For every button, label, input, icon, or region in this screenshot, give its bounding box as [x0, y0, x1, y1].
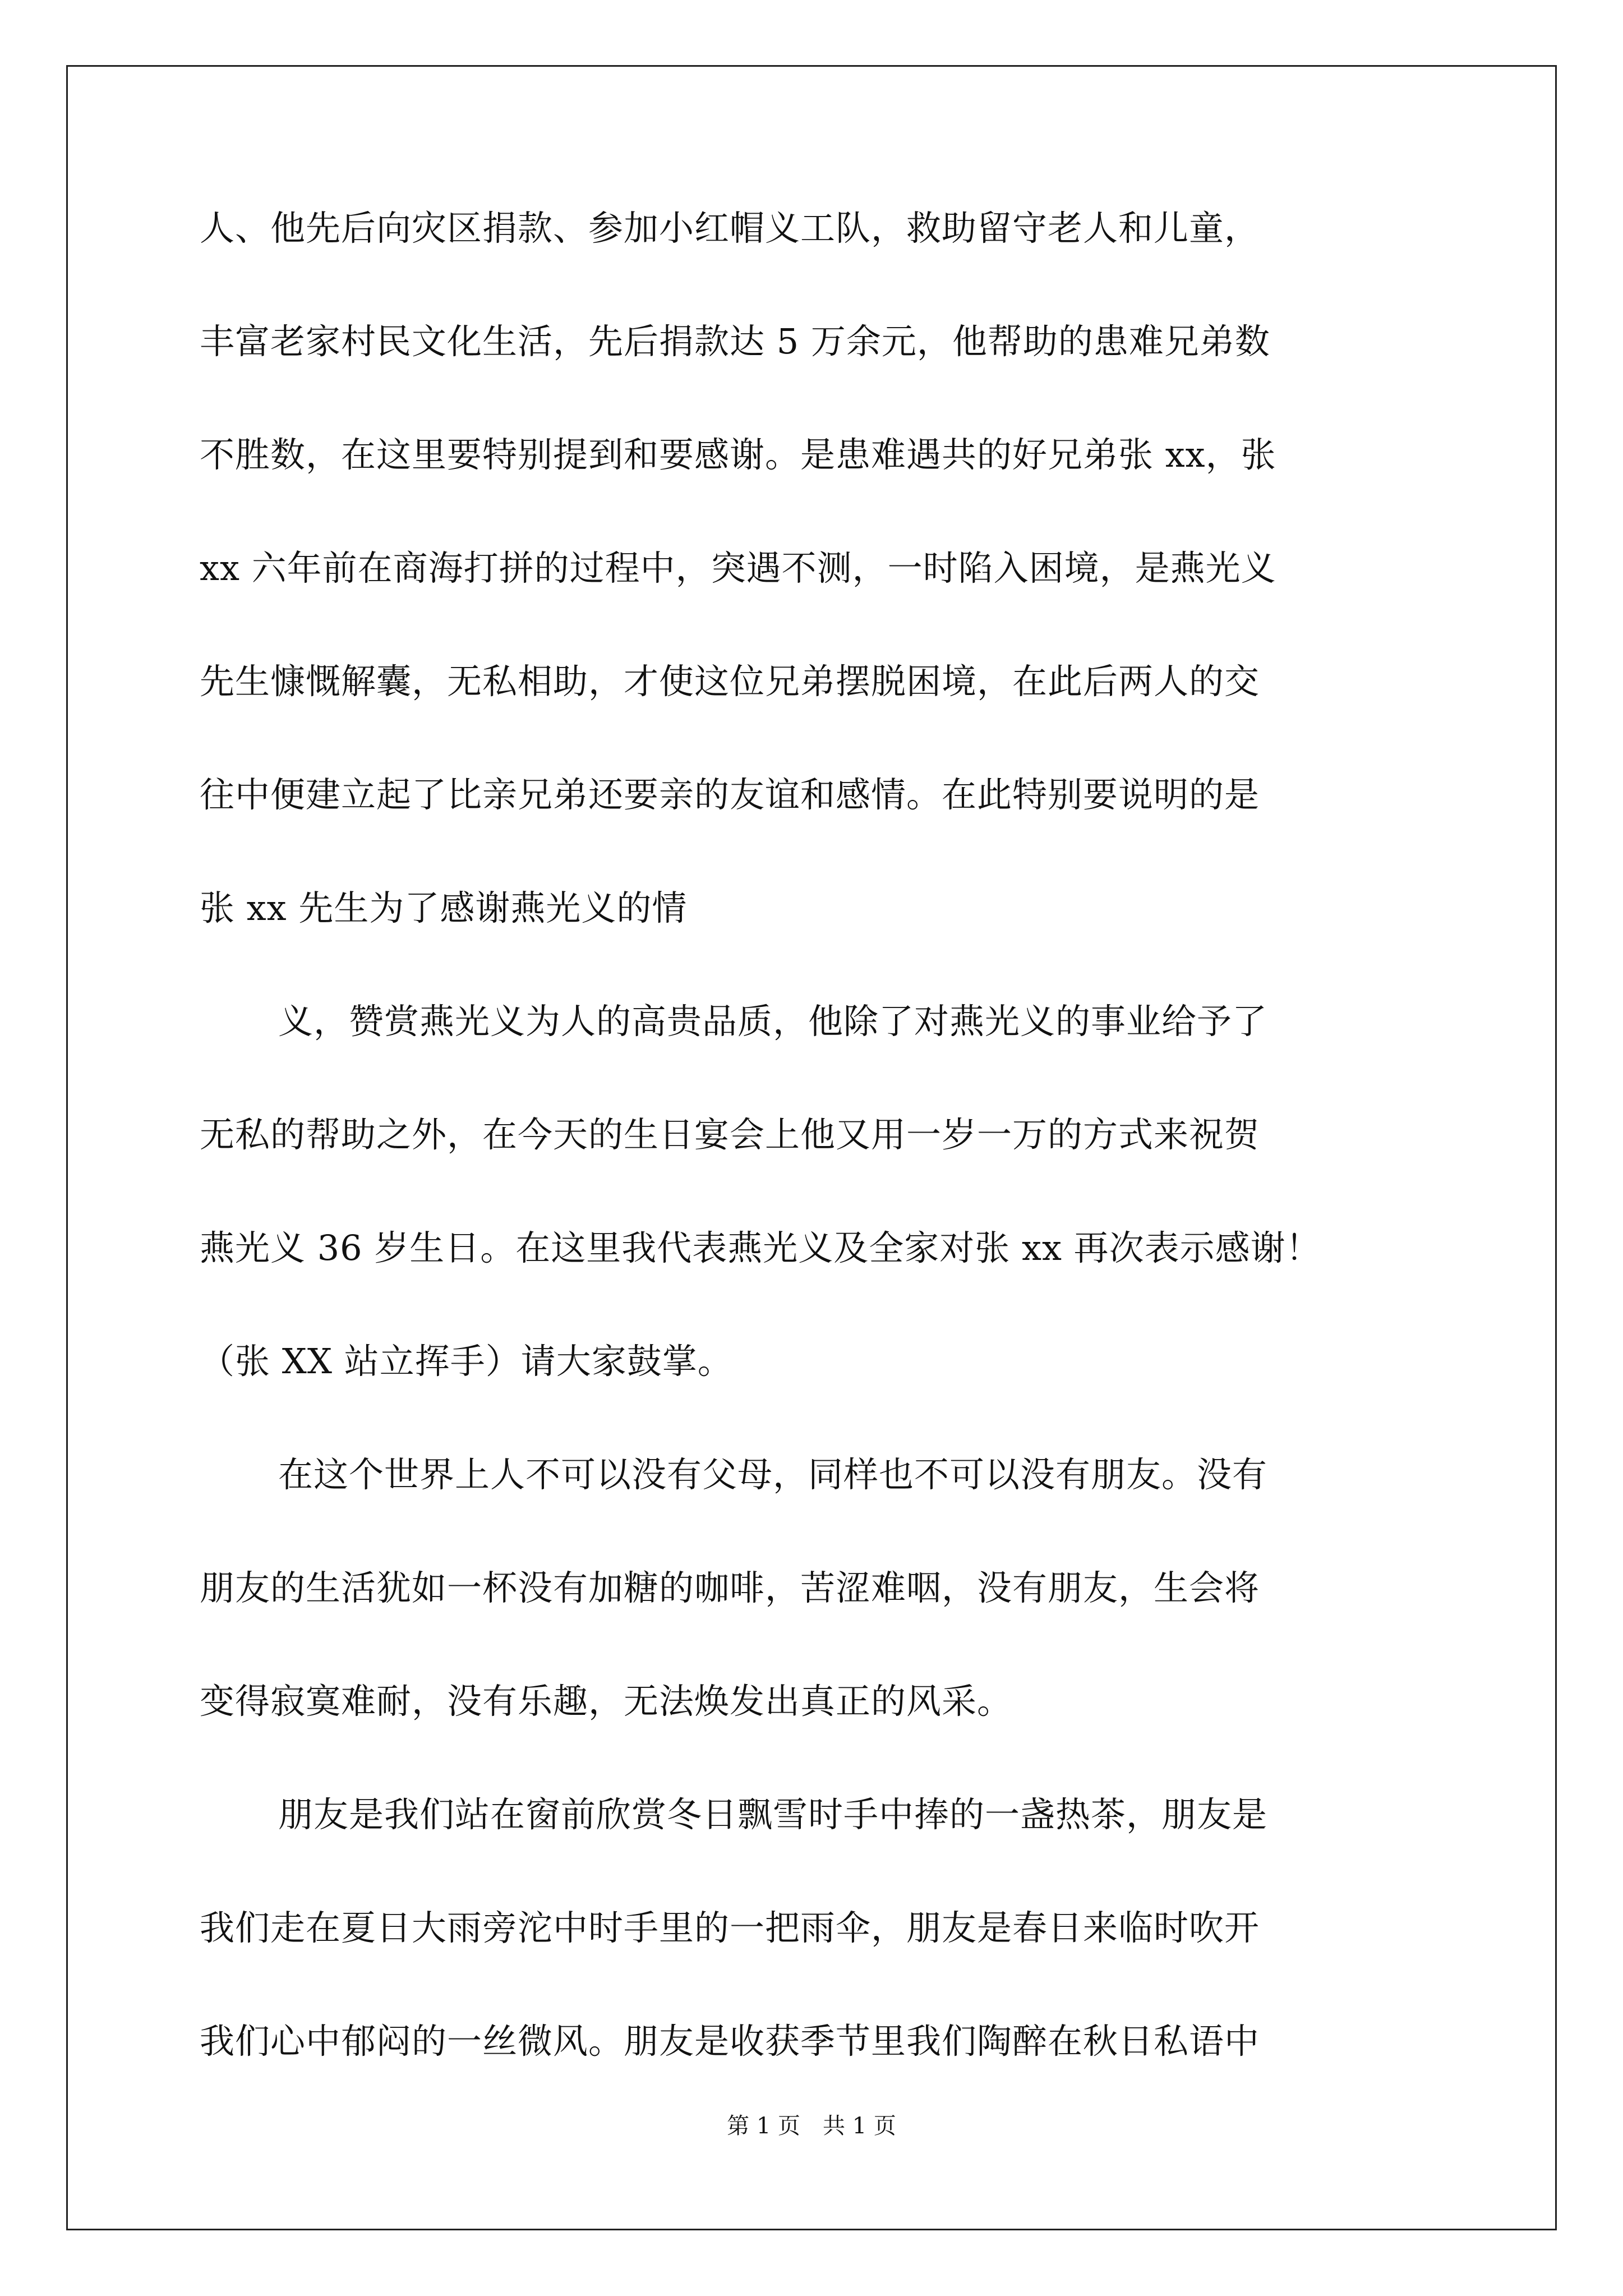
- text-line: 往中便建立起了比亲兄弟还要亲的友谊和感情。在此特别要说明的是: [200, 774, 1260, 815]
- text-line: 张 xx 先生为了感谢燕光义的情: [200, 887, 688, 928]
- text-line: 无私的帮助之外，在今天的生日宴会上他又用一岁一万的方式来祝贺: [200, 1114, 1260, 1155]
- text-line: 变得寂寞难耐，没有乐趣，无法焕发出真正的风采。: [200, 1681, 1013, 1722]
- text-line: 我们心中郁闷的一丝微风。朋友是收获季节里我们陶醉在秋日私语中: [200, 2021, 1260, 2062]
- text-line: 不胜数，在这里要特别提到和要感谢。是患难遇共的好兄弟张 xx，张: [200, 434, 1276, 475]
- text-line: 在这个世界上人不可以没有父母，同样也不可以没有朋友。没有: [278, 1454, 1268, 1495]
- text-line: 燕光义 36 岁生日。在这里我代表燕光义及全家对张 xx 再次表示感谢！: [200, 1227, 1321, 1268]
- text-line: 义，赞赏燕光义为人的高贵品质，他除了对燕光义的事业给予了: [278, 1001, 1268, 1042]
- text-line: 丰富老家村民文化生活，先后捐款达 5 万余元，他帮助的患难兄弟数: [200, 321, 1270, 362]
- text-line: 我们走在夏日大雨旁沱中时手里的一把雨伞，朋友是春日来临时吹开: [200, 1907, 1260, 1948]
- text-line: 先生慷慨解囊，无私相助，才使这位兄弟摆脱困境，在此后两人的交: [200, 661, 1260, 702]
- text-line: （张 XX 站立挥手）请大家鼓掌。: [200, 1341, 733, 1382]
- text-line: 人、他先后向灾区捐款、参加小红帽义工队，救助留守老人和儿童，: [200, 208, 1260, 249]
- text-line: 朋友是我们站在窗前欣赏冬日飘雪时手中捧的一盏热茶，朋友是: [278, 1794, 1268, 1835]
- page-footer: 第 1 页 共 1 页: [727, 2113, 896, 2139]
- text-line: 朋友的生活犹如一杯没有加糖的咖啡，苦涩难咽，没有朋友，生会将: [200, 1567, 1260, 1608]
- text-line: xx 六年前在商海打拼的过程中，突遇不测，一时陷入困境，是燕光义: [200, 547, 1276, 588]
